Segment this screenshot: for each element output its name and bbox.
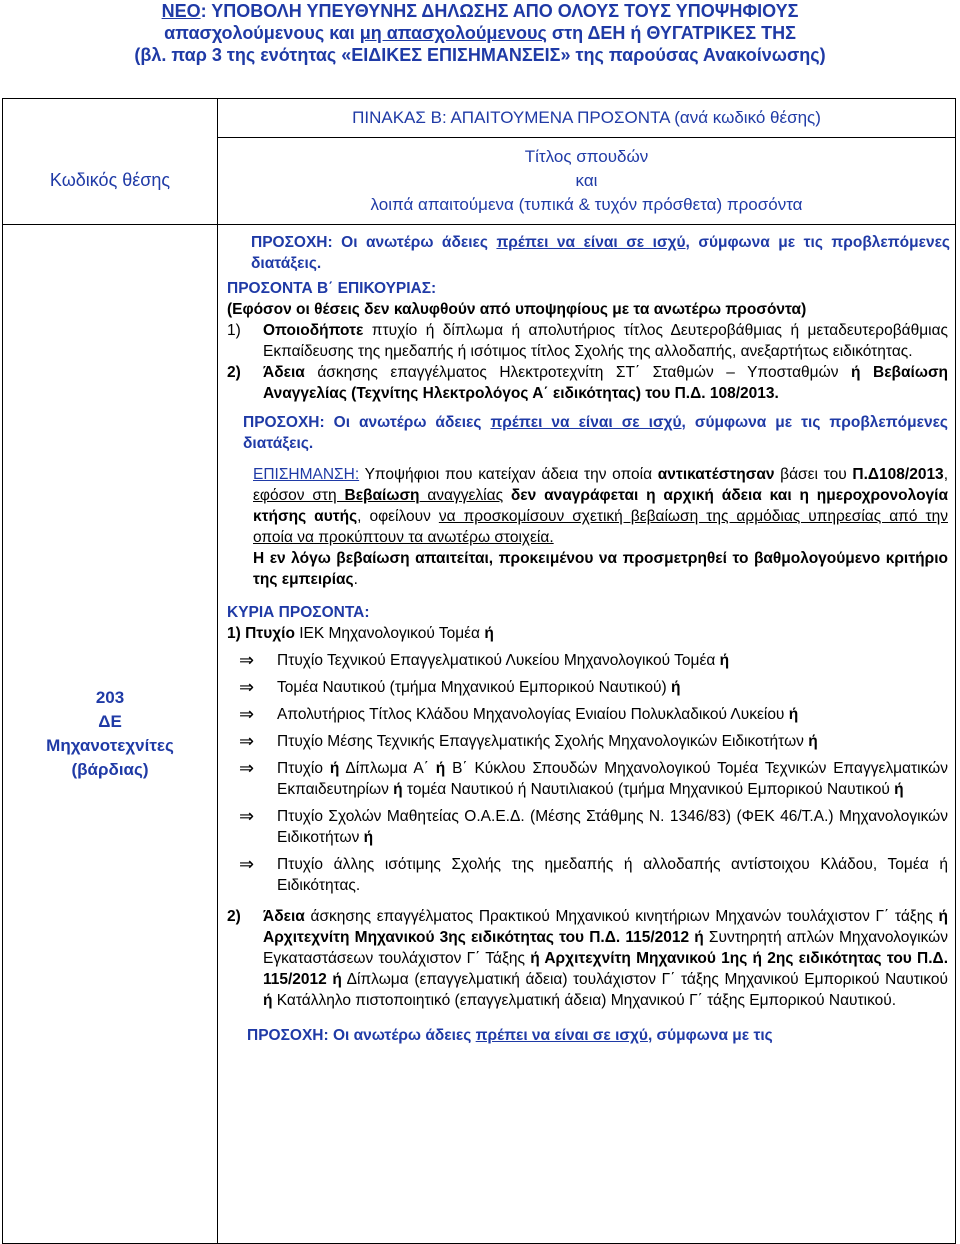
header-line3: λοιπά απαιτούμενα (τυπικά & τυχόν πρόσθετα) προσόντα: [370, 195, 803, 214]
empty-header-cell: [3, 99, 218, 138]
col-header-requirements: [218, 138, 956, 225]
b-item-1: 1) Οποιοδήποτε πτυχίο ή δίπλωμα ή απολυτήριος τίτλος Δευτεροβάθμιας ή μεταδευτεροβάθμιας Εκπαίδευσης της ημεδαπής ή ισότιμος τίτλος Σχολής της αλλοδαπής, ανεξαρτήτως ειδικότητας.: [227, 322, 948, 360]
alt-item-6: ⇒ Πτυχίο Σχολών Μαθητείας Ο.Α.Ε.Δ. (Μέσης Στάθμης Ν. 1346/83) (ΦΕΚ 46/Τ.Α.) Μηχανολογικών Ειδικοτήτων ή: [239, 806, 948, 846]
code-category: ΔΕ: [98, 712, 122, 731]
b-qualifications-sub: (Εφόσον οι θέσεις δεν καλυφθούν από υποψηφίους με τα ανωτέρω προσόντα): [227, 301, 807, 318]
alt-item-4: ⇒ Πτυχίο Μέσης Τεχνικής Επαγγελματικής Σχολής Μηχανολογικών Ειδικοτήτων ή: [239, 731, 818, 751]
main-item-2: 2) Άδεια άσκησης επαγγέλματος Πρακτικού Μηχανικού κινητήριων Μηχανών τουλάχιστον Γ΄ τάξης ή Αρχιτεχνίτη Μηχανικού 3ης ειδικότητας του Π.Δ. 115/2012 ή Συντηρητή απλών Μηχανολογικών Εγκαταστάσεων τουλάχιστον Γ΄ Τάξης ή Αρχιτεχνίτη Μηχανικού 1ης ή 2ης ειδικότητας του Π.Δ. 115/2012 ή Δίπλωμα (επαγγελματική άδεια) τουλάχιστον Γ΄ τάξης Μηχανικού Εμπορικού Ναυτικού ή Κατάλληλο πιστοποιητικό (επαγγελματική άδεια) Μηχανικού Γ΄ τάξης Εμπορικού Ναυτικού.: [227, 908, 948, 1009]
header-line1: Τίτλος σπουδών: [524, 147, 649, 166]
note-block: ΕΠΙΣΗΜΑΝΣΗ: Υποψήφιοι που κατείχαν άδεια την οποία αντικατέστησαν βάσει του Π.Δ108/2013, εφόσον στη Βεβαίωση αναγγελίας δεν αναγράφεται η αρχική άδεια και η ημεροχρονολογία κτήσης αυτής, οφείλουν να προσκομίσουν σχετική βεβαίωση της αρμόδιας υπηρεσίας από την οποία να προκύπτουν τα ανωτέρω στοιχεία. Η εν λόγω βεβαίωση απαιτείται, προκειμένου να προσμετρηθεί το βαθμολογούμενο κριτήριο της εμπειρίας.: [253, 466, 948, 588]
top-notice: [0, 0, 960, 66]
alt-item-1: ⇒ Πτυχίο Τεχνικού Επαγγελματικού Λυκείου Μηχανολογικού Τομέα ή: [239, 650, 730, 670]
warning-1: ΠΡΟΣΟΧΗ: Οι ανωτέρω άδειες πρέπει να είναι σε ισχύ, σύμφωνα με τις προβλεπόμενες διατάξεις.: [251, 234, 950, 272]
table-title: ΠΙΝΑΚΑΣ Β: ΑΠΑΙΤΟΥΜΕΝΑ ΠΡΟΣΟΝΤΑ (ανά κωδικό θέσης): [218, 99, 956, 138]
position-code-cell: [3, 225, 218, 1244]
notice-line2b: μη απασχολούμενους: [359, 23, 547, 43]
requirements-content: [218, 225, 956, 1244]
arrow-icon: ⇒: [239, 677, 255, 697]
alt-item-2: ⇒ Τομέα Ναυτικού (τμήμα Μηχανικού Εμπορικού Ναυτικού) ή: [239, 677, 681, 697]
b-item-2: 2) Άδεια άσκησης επαγγέλματος Ηλεκτροτεχνίτη ΣΤ΄ Σταθμών – Υποσταθμών ή Βεβαίωση Αναγγελίας (Τεχνίτης Ηλεκτρολόγος Α΄ ειδικότητας) του Π.Δ. 108/2013.: [227, 364, 949, 402]
header-line2: και: [575, 171, 598, 190]
arrow-icon: ⇒: [239, 854, 255, 874]
main-item-1: 1) Πτυχίο ΙΕΚ Μηχανολογικού Τομέα ή: [227, 625, 494, 642]
alt-item-5: ⇒ Πτυχίο ή Δίπλωμα Α΄ ή Β΄ Κύκλου Σπουδών Μηχανολογικού Τομέα Τεχνικών Επαγγελματικών Εκπαιδευτηρίων ή τομέα Ναυτικού ή Ναυτιλιακού (τμήμα Μηχανικού Εμπορικού Ναυτικού ή: [239, 758, 948, 798]
col-header-code: Κωδικός θέσης: [3, 138, 218, 225]
requirements-table: [2, 98, 956, 1244]
warning-2: ΠΡΟΣΟΧΗ: Οι ανωτέρω άδειες πρέπει να είναι σε ισχύ, σύμφωνα με τις προβλεπόμενες διατάξεις.: [243, 414, 948, 452]
warning-3: ΠΡΟΣΟΧΗ: Οι ανωτέρω άδειες πρέπει να είναι σε ισχύ, σύμφωνα με τις: [247, 1027, 773, 1044]
b-qualifications-title: ΠΡΟΣΟΝΤΑ Β΄ ΕΠΙΚΟΥΡΙΑΣ:: [227, 280, 437, 297]
arrow-icon: ⇒: [239, 806, 255, 826]
alt-item-7: ⇒ Πτυχίο άλλης ισότιμης Σχολής της ημεδαπής ή αλλοδαπής αντίστοιχου Κλάδου, Τομέα ή Ειδικότητας.: [239, 854, 948, 894]
code-number: 203: [95, 688, 125, 707]
arrow-icon: ⇒: [239, 650, 255, 670]
code-title: Μηχανοτεχνίτες: [46, 736, 174, 755]
main-qualifications-title: ΚΥΡΙΑ ΠΡΟΣΟΝΤΑ:: [227, 604, 370, 621]
new-label: ΝΕΟ: [161, 1, 201, 21]
notice-line2c: στη ΔΕΗ ή ΘΥΓΑΤΡΙΚΕΣ ΤΗΣ: [546, 23, 796, 43]
arrow-icon: ⇒: [239, 731, 255, 751]
notice-line1: : ΥΠΟΒΟΛΗ ΥΠΕΥΘΥΝΗΣ ΔΗΛΩΣΗΣ ΑΠΟ ΟΛΟΥΣ ΤΟΥΣ ΥΠΟΨΗΦΙΟΥΣ: [200, 1, 799, 21]
arrow-icon: ⇒: [239, 758, 255, 778]
code-shift: (βάρδιας): [71, 760, 149, 779]
arrow-icon: ⇒: [239, 704, 255, 724]
notice-line2a: απασχολούμενους και: [164, 23, 360, 43]
notice-line3: (βλ. παρ 3 της ενότητας «ΕΙΔΙΚΕΣ ΕΠΙΣΗΜΑΝΣΕΙΣ» της παρούσας Ανακοίνωσης): [134, 45, 826, 65]
alt-item-3: ⇒ Απολυτήριος Τίτλος Κλάδου Μηχανολογίας Ενιαίου Πολυκλαδικού Λυκείου ή: [239, 704, 799, 724]
